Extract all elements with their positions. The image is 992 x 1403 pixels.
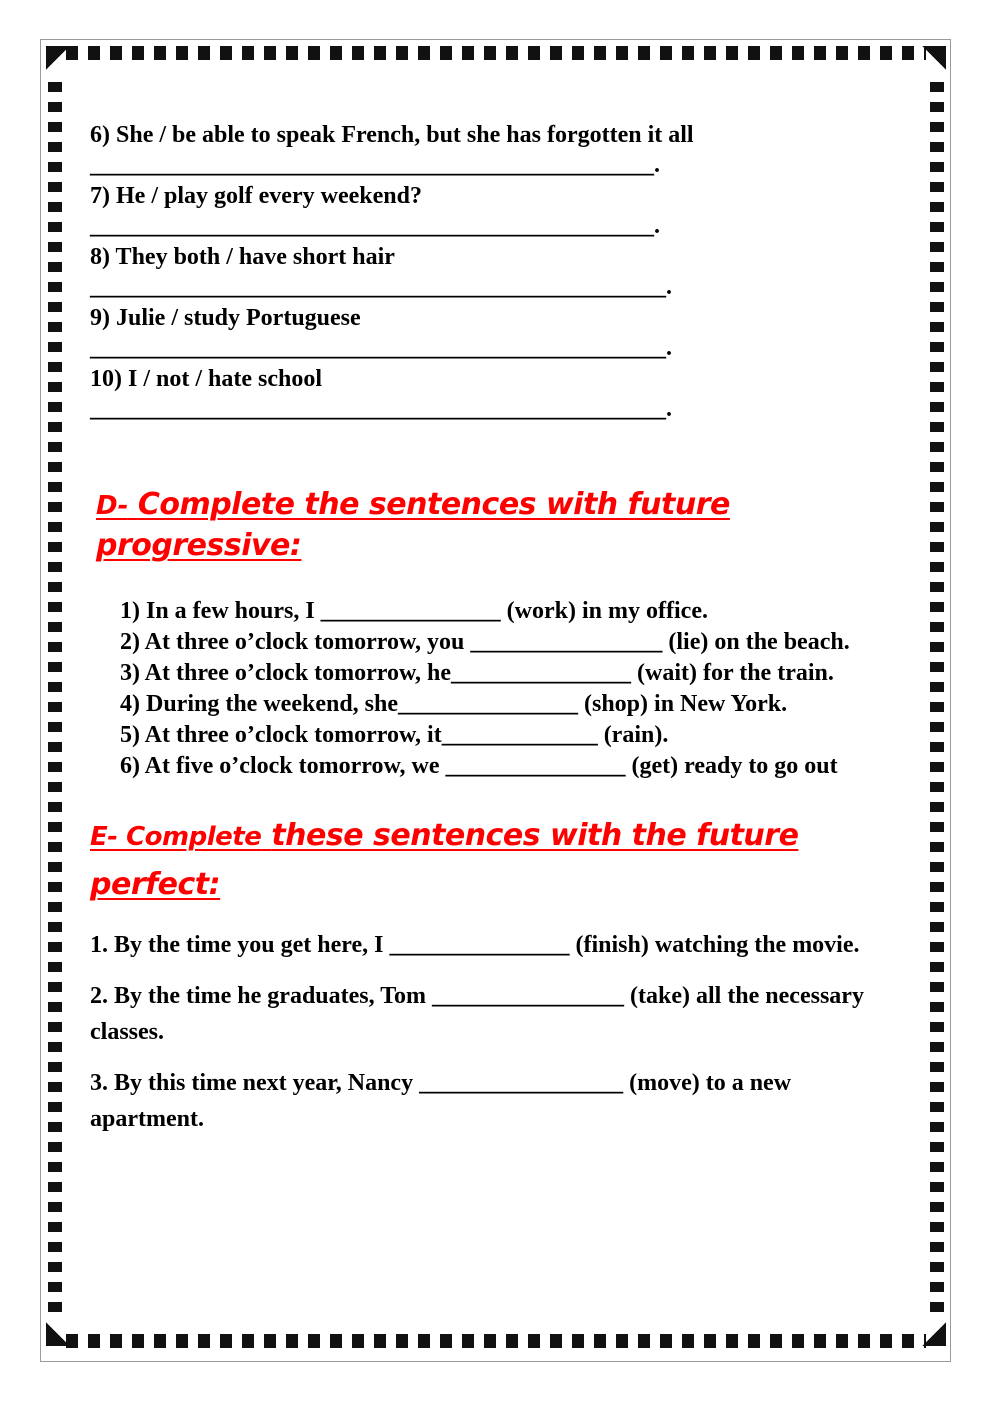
section-d-heading [90,485,890,566]
answer-blank[interactable]: ________________________________________________. [90,274,672,300]
exercise-sentence: 4) During the weekend, she_______________ (shop) in New York. [120,691,788,717]
exercise-sentence: 6) At five o’clock tomorrow, we _______________ (get) ready to go out [120,753,838,779]
exercise-sentence: 2. By the time he graduates, Tom ________________ (take) all the necessary classes. [90,983,864,1045]
section-d-title: Complete the sentences with future progressive: [96,487,730,563]
exercise-prompt: 7) He / play golf every weekend? [90,183,422,209]
corner-bottom-left [46,1322,70,1346]
corner-top-left [46,46,70,70]
section-e-heading [90,812,890,909]
section-d-list [90,596,890,782]
section-c-list [90,120,890,425]
exercise-sentence: 2) At three o’clock tomorrow, you ________________ (lie) on the beach. [120,629,850,655]
exercise-prompt: 6) She / be able to speak French, but she has forgotten it all [90,122,694,148]
exercise-sentence: 1. By the time you get here, I _______________ (finish) watching the movie. [90,932,860,958]
answer-blank[interactable]: ________________________________________________. [90,335,672,361]
section-e-letter: E- Complete [90,822,262,852]
exercise-sentence: 5) At three o’clock tomorrow, it_____________ (rain). [120,722,669,748]
exercise-prompt: 10) I / not / hate school [90,366,323,392]
exercise-prompt: 9) Julie / study Portuguese [90,305,361,331]
worksheet-content [90,120,890,1152]
exercise-item [90,120,890,181]
exercise-sentence: 1) In a few hours, I _______________ (work) in my office. [120,598,708,624]
answer-blank[interactable]: _______________________________________________. [90,152,660,178]
border-top [66,46,926,60]
section-e-title: these sentences with the future perfect: [90,818,799,902]
border-right [930,82,944,1322]
border-left [48,82,62,1322]
exercise-item [90,181,890,242]
corner-bottom-right [922,1322,946,1346]
exercise-item [90,242,890,303]
border-bottom [66,1334,926,1348]
answer-blank[interactable]: ________________________________________________. [90,396,672,422]
exercise-sentence: 3. By this time next year, Nancy _________________ (move) to a new apartment. [90,1070,792,1132]
exercise-prompt: 8) They both / have short hair [90,244,395,270]
exercise-item [90,364,890,425]
corner-top-right [922,46,946,70]
section-e-list [90,927,890,1137]
exercise-sentence: 3) At three o’clock tomorrow, he_______________ (wait) for the train. [120,660,834,686]
exercise-item [90,303,890,364]
answer-blank[interactable]: _______________________________________________. [90,213,660,239]
section-d-letter: D- [96,491,128,521]
